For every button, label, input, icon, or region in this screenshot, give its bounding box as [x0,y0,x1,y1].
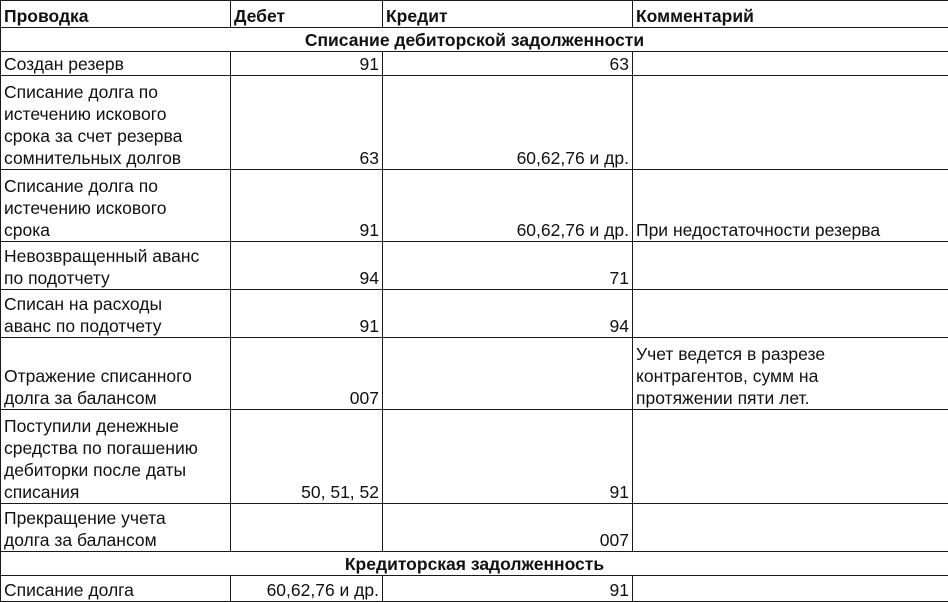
debit-cell: 60,62,76 и др. [231,576,383,602]
entry-line: дебиторки после даты [4,459,227,481]
comment-line: протяжении пяти лет. [636,387,945,409]
entry-line: истечению искового [4,197,227,219]
header-credit: Кредит [383,1,633,28]
entry-line: по подотчету [4,267,227,289]
table-row [1,290,948,338]
comment-cell [633,504,948,552]
table-row [1,242,948,290]
header-entry: Проводка [1,1,231,28]
table-row [1,338,948,410]
entry-line: Списание долга [4,579,227,601]
credit-cell: 91 [383,410,633,504]
table-row [1,170,948,242]
comment-line: контрагентов, сумм на [636,365,945,387]
comment-line: Учет ведется в разрезе [636,343,945,365]
debit-cell: 91 [231,170,383,242]
credit-cell: 91 [383,576,633,602]
header-debit: Дебет [231,1,383,28]
credit-cell: 60,62,76 и др. [383,170,633,242]
entry-line: Создан резерв [4,53,227,75]
section-title-payables: Кредиторская задолженность [1,552,948,576]
table-row [1,410,948,504]
entry-line: срока за счет резерва [4,125,227,147]
entry-cell [1,504,231,552]
entry-line: Списан на расходы [4,293,227,315]
entry-line: Поступили денежные [4,415,227,437]
entry-line: средства по погашению [4,437,227,459]
entry-line: Отражение списанного [4,365,227,387]
table-row [1,504,948,552]
entry-cell [1,52,231,76]
credit-cell [383,338,633,410]
entry-cell [1,290,231,338]
table-row [1,576,948,602]
comment-cell [633,290,948,338]
section-title-row [1,28,948,52]
comment-cell [633,76,948,170]
comment-cell [633,52,948,76]
entry-line: сомнительных долгов [4,147,227,169]
entry-line: Прекращение учета [4,507,227,529]
debit-cell [231,504,383,552]
credit-cell: 60,62,76 и др. [383,76,633,170]
credit-cell: 94 [383,290,633,338]
section-title-row [1,552,948,576]
comment-cell [633,410,948,504]
entry-line: истечению искового [4,103,227,125]
comment-cell [633,338,948,410]
debit-cell: 94 [231,242,383,290]
entry-cell [1,76,231,170]
credit-cell: 63 [383,52,633,76]
entry-line: Списание долга по [4,81,227,103]
debit-cell: 91 [231,52,383,76]
comment-cell [633,576,948,602]
header-comment: Комментарий [633,1,948,28]
entry-cell [1,170,231,242]
entry-cell [1,576,231,602]
table-row [1,76,948,170]
table-row [1,52,948,76]
entry-cell [1,410,231,504]
comment-cell [633,170,948,242]
entry-line: срока [4,219,227,241]
credit-cell: 007 [383,504,633,552]
entry-cell [1,338,231,410]
entry-line: Невозвращенный аванс [4,245,227,267]
entry-line: долга за балансом [4,529,227,551]
entry-line: долга за балансом [4,387,227,409]
header-row [1,1,948,28]
entry-line: списания [4,481,227,503]
debit-cell: 91 [231,290,383,338]
entry-line: Списание долга по [4,175,227,197]
comment-cell [633,242,948,290]
debit-cell: 63 [231,76,383,170]
entry-line: аванс по подотчету [4,315,227,337]
entry-cell [1,242,231,290]
comment-line: При недостаточности резерва [636,219,945,241]
credit-cell: 71 [383,242,633,290]
debit-cell: 007 [231,338,383,410]
section-title-receivables: Списание дебиторской задолженности [1,28,948,52]
debit-cell: 50, 51, 52 [231,410,383,504]
